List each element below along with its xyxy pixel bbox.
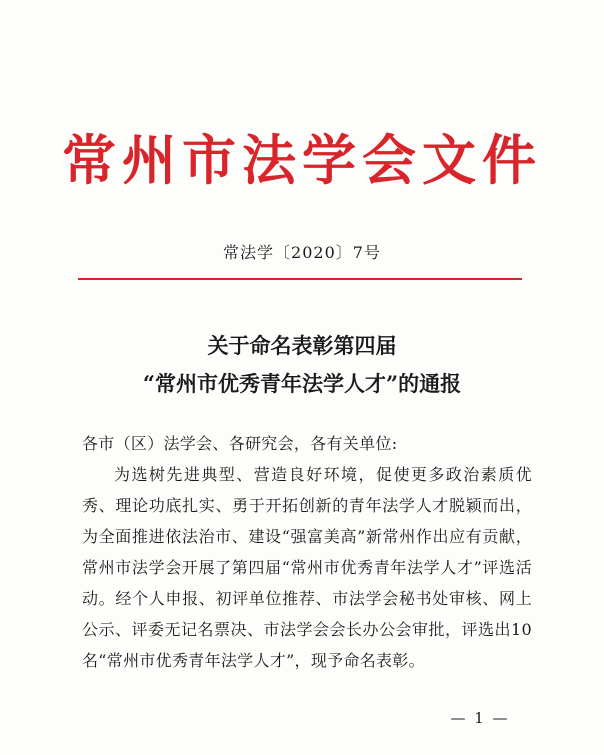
document-number: 常法学〔2020〕7号 — [223, 243, 381, 262]
red-divider — [78, 278, 522, 280]
page-number: — 1 — — [450, 709, 510, 727]
subject-line-2: “常州市优秀青年法学人才”的通报 — [142, 371, 462, 396]
issuer-title: 常州市法学会文件 — [62, 128, 542, 192]
body-paragraph: 为选树先进典型、营造良好环境，促使更多政治素质优秀、理论功底扎实、勇于开拓创新的青年法学人才脱颖而出，为全面推进依法治市、建设“强富美高”新常州作出应有贡献，常州市法学会开展了第四届“常州市优秀青年法学人才”评选活动。经个人申报、初评单位推荐、市法学会秘书处审核、网上公示、评委无记名票决、市法学会会长办公会审批，评选出10名“常州市优秀青年法学人才”，现予命名表彰。 — [82, 465, 532, 670]
subject-line-1: 关于命名表彰第四届 — [207, 333, 397, 358]
salutation: 各市（区）法学会、各研究会，各有关单位: — [82, 434, 398, 453]
